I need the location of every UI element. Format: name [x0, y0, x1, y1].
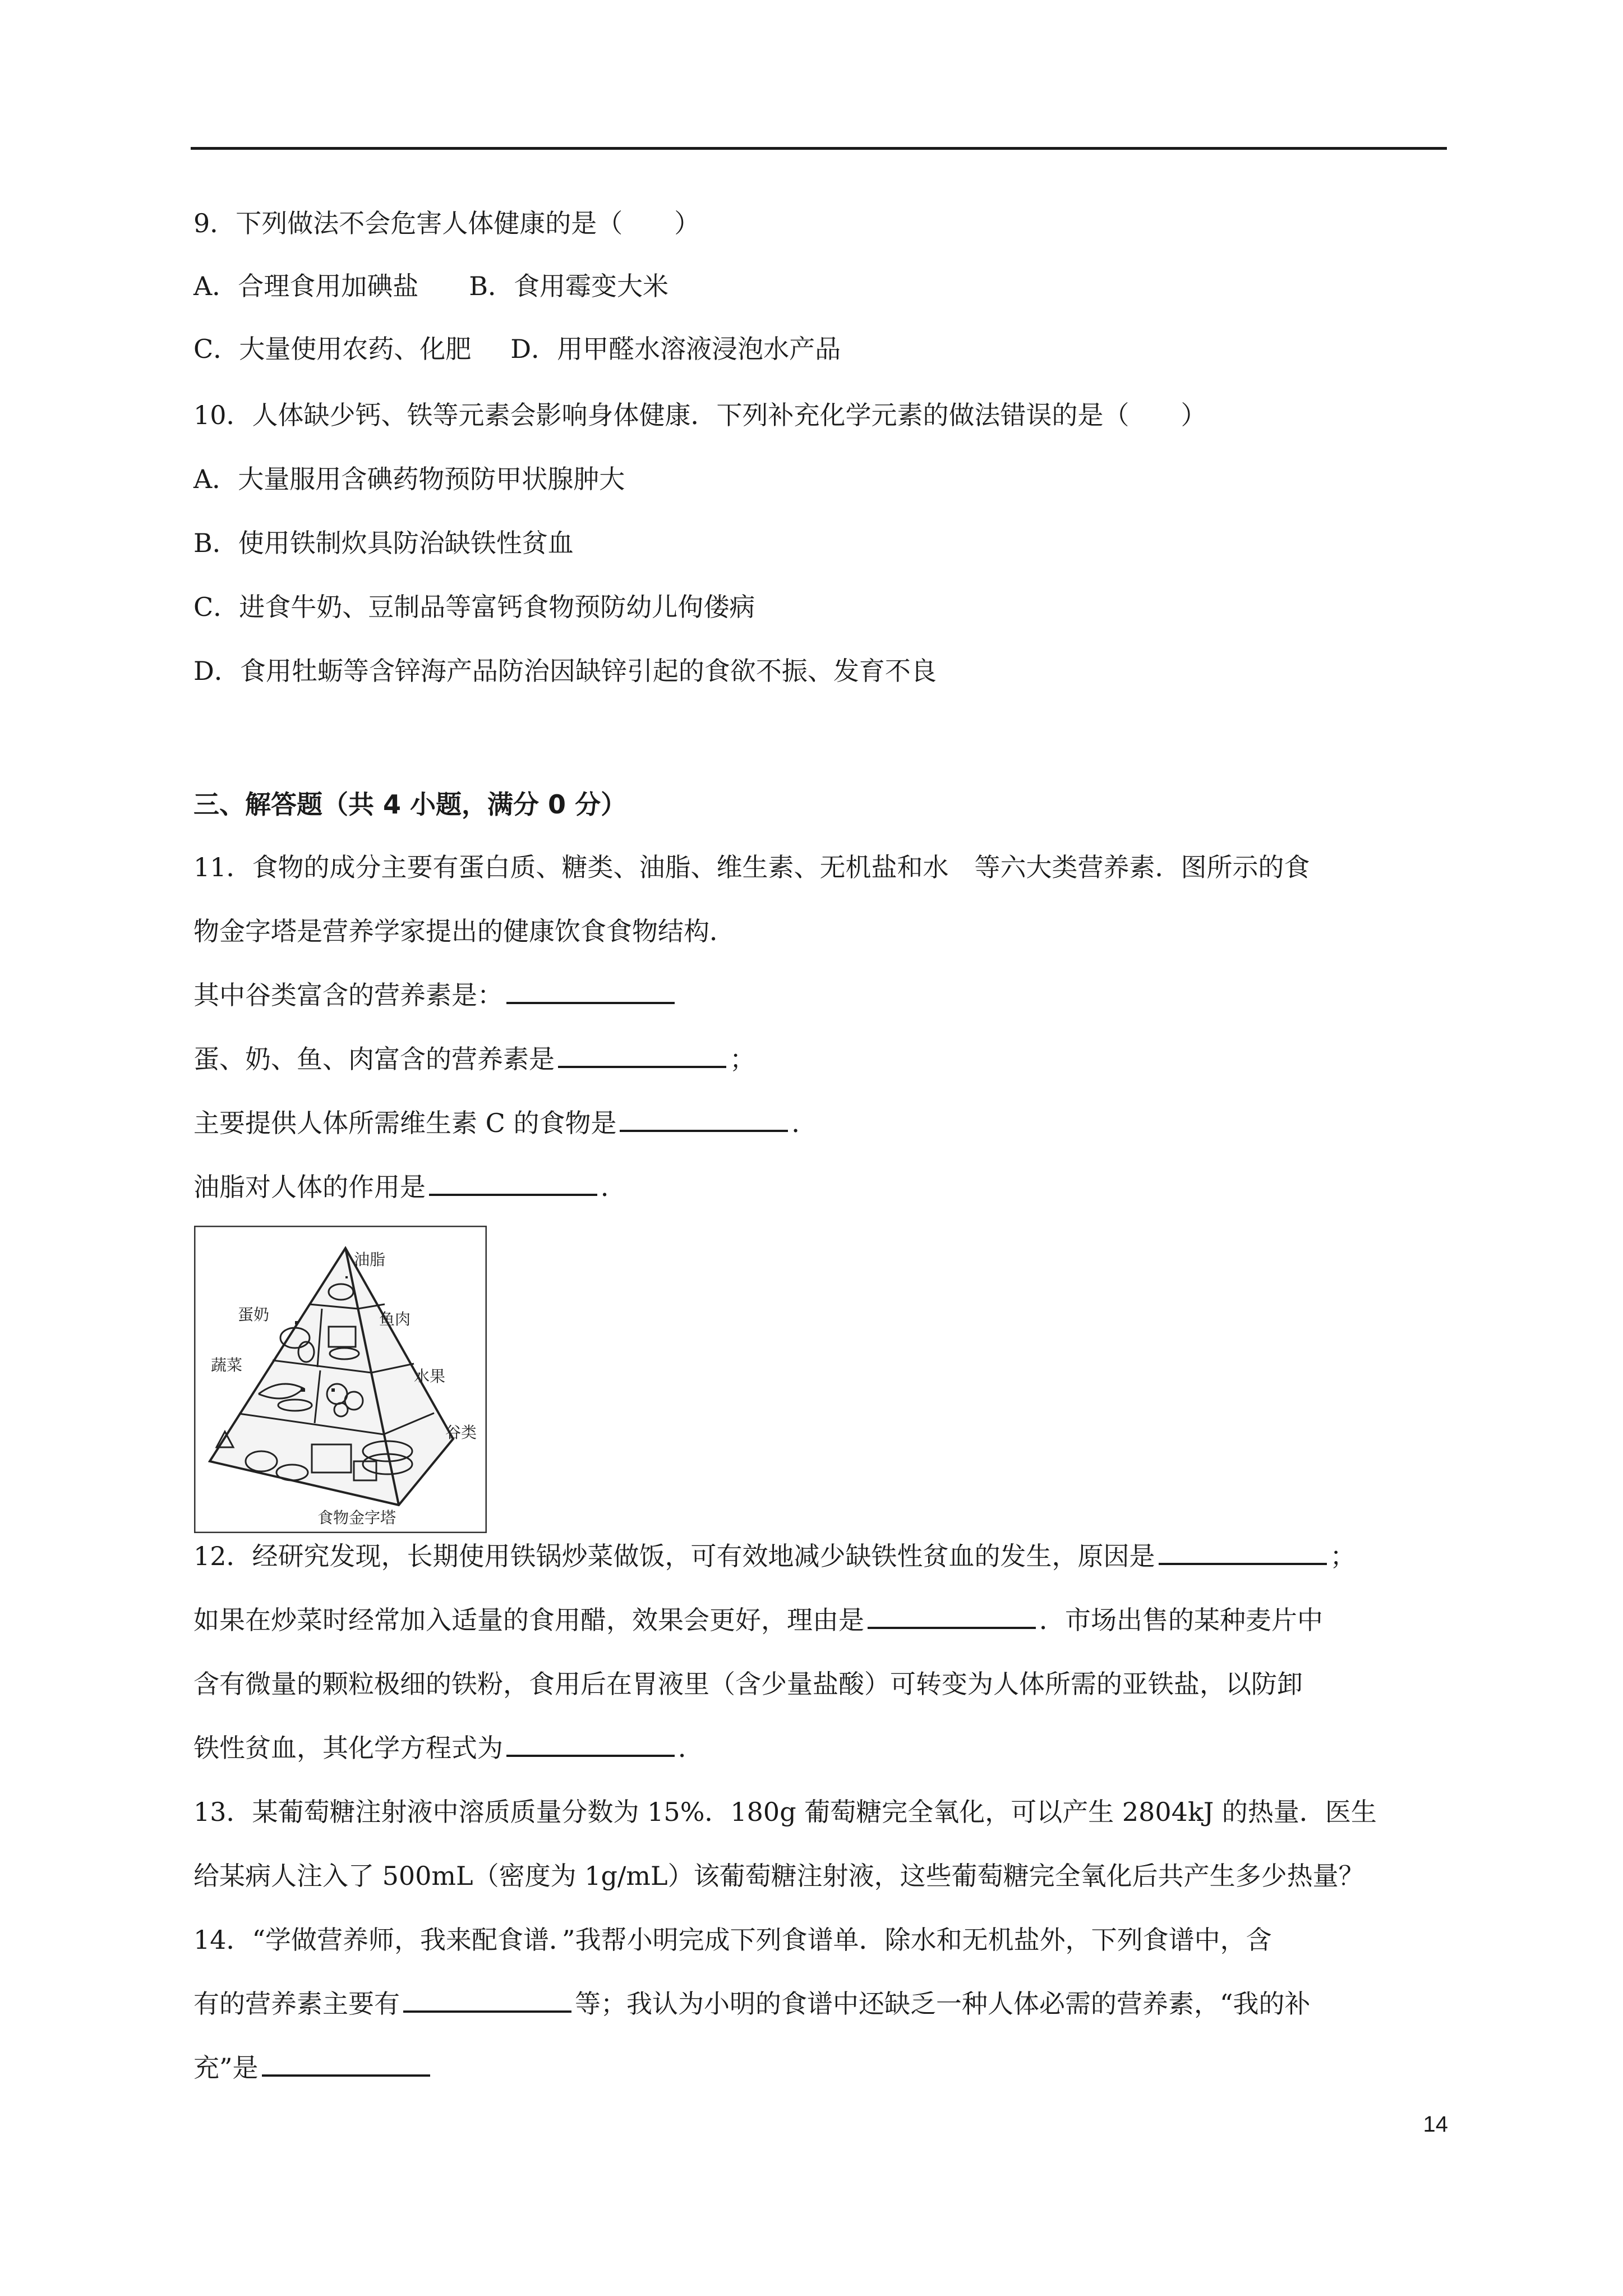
page-number: 14	[1423, 2112, 1448, 2137]
q11-line2: 物金字塔是营养学家提出的健康饮食食物结构．	[193, 916, 735, 946]
q9-option-c: C．大量使用农药、化肥	[193, 334, 472, 364]
figure-caption: 食物金字塔	[317, 1508, 396, 1527]
answer-blank[interactable]	[868, 1603, 1036, 1629]
q14-line2: 有的营养素主要有 等；我认为小明的食谱中还缺乏一种人体必需的营养素，“我的补	[193, 1987, 1311, 2021]
q10-option-a: A．大量服用含碘药物预防甲状腺肿大	[193, 464, 625, 494]
q11-sub4: 油脂对人体的作用是 ．	[193, 1170, 626, 1204]
q9-options-ab	[193, 269, 668, 303]
q11-sub2: 蛋、奶、鱼、肉富含的营养素是 ；	[193, 1042, 755, 1076]
q9-options-cd	[193, 332, 841, 366]
q9-option-a: A．合理食用加碘盐	[193, 271, 419, 301]
q10-option-b: B．使用铁制炊具防治缺铁性贫血	[193, 528, 574, 558]
q12-line1: 12．经研究发现，长期使用铁锅炒菜做饭，可有效地减少缺铁性贫血的发生，原因是 ；	[193, 1539, 1356, 1573]
label-fruit: 水果	[414, 1367, 446, 1386]
q12-line3: 含有微量的颗粒极细的铁粉，食用后在胃液里（含少量盐酸）可转变为人体所需的亚铁盐，以防卸	[193, 1669, 1303, 1699]
label-grain: 谷类	[445, 1423, 477, 1442]
food-pyramid-figure	[194, 1226, 487, 1533]
q9-stem: 9．下列做法不会危害人体健康的是（ ）	[193, 208, 700, 238]
answer-blank[interactable]	[429, 1170, 597, 1196]
answer-blank[interactable]	[506, 978, 675, 1004]
q11-line1: 11．食物的成分主要有蛋白质、糖类、油脂、维生素、无机盐和水 等六大类营养素．图所示的食	[193, 852, 1310, 882]
q10-option-c: C．进食牛奶、豆制品等富钙食物预防幼儿佝偻病	[193, 592, 755, 622]
answer-blank[interactable]	[403, 1987, 571, 2013]
answer-blank[interactable]	[1159, 1539, 1327, 1565]
label-vegetable: 蔬菜	[211, 1356, 243, 1374]
label-fish-meat: 鱼肉	[379, 1310, 411, 1328]
label-egg-milk: 蛋奶	[238, 1305, 270, 1324]
header-rule	[191, 147, 1447, 150]
label-oil: 油脂	[354, 1250, 386, 1269]
q13-line1: 13．某葡萄糖注射液中溶质质量分数为 15%．180g 葡萄糖完全氧化，可以产生 2804kJ 的热量．医生	[193, 1797, 1377, 1827]
q11-sub3: 主要提供人体所需维生素 C 的食物是 ．	[193, 1106, 817, 1140]
q10-stem: 10．人体缺少钙、铁等元素会影响身体健康．下列补充化学元素的做法错误的是（ ）	[193, 400, 1207, 430]
q14-line3: 充”是	[193, 2051, 434, 2085]
answer-blank[interactable]	[262, 2051, 430, 2077]
answer-blank[interactable]	[558, 1042, 726, 1068]
q10-option-d: D．食用牡蛎等含锌海产品防治因缺锌引起的食欲不振、发育不良	[193, 656, 937, 686]
section-heading: 三、解答题（共 4 小题，满分 0 分）	[193, 789, 627, 820]
q14-line1: 14．“学做营养师，我来配食谱．”我帮小明完成下列食谱单．除水和无机盐外，下列食谱中，含	[193, 1925, 1272, 1955]
q9-option-b: B．食用霉变大米	[469, 271, 669, 301]
answer-blank[interactable]	[620, 1106, 788, 1132]
q12-line2: 如果在炒菜时经常加入适量的食用醋，效果会更好，理由是 ．市场出售的某种麦片中	[193, 1603, 1323, 1637]
q9-option-d: D．用甲醛水溶液浸泡水产品	[510, 334, 841, 364]
answer-blank[interactable]	[506, 1731, 675, 1757]
q12-line4: 铁性贫血，其化学方程式为 ．	[193, 1731, 704, 1765]
q11-sub1: 其中谷类富含的营养素是：	[193, 978, 678, 1012]
q13-line2: 给某病人注入了 500mL（密度为 1g/mL）该葡萄糖注射液，这些葡萄糖完全氧化后共产生多少热量？	[193, 1861, 1364, 1891]
